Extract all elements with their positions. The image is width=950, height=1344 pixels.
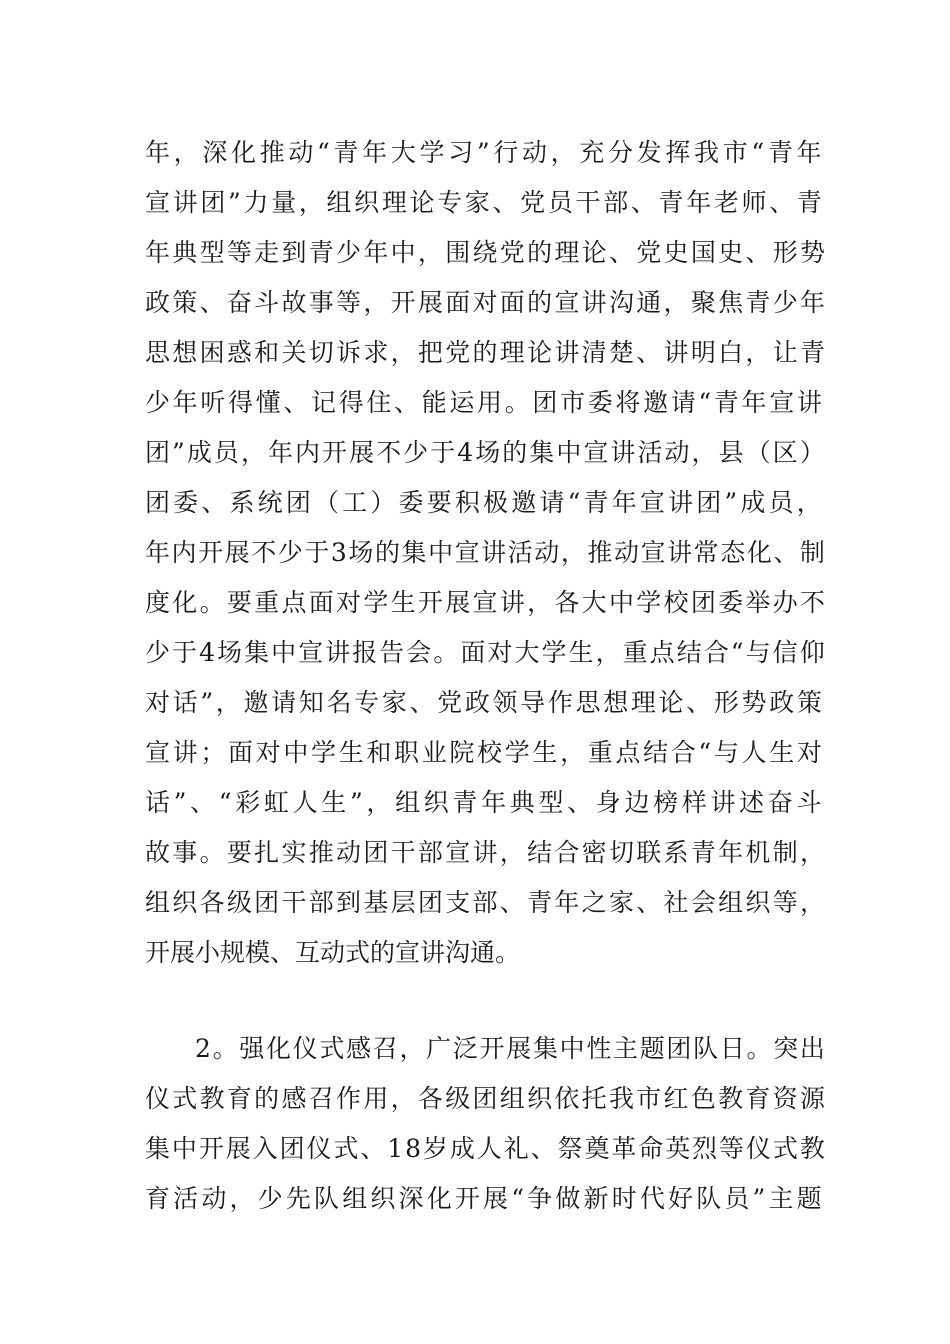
text-line: 对话”，邀请知名专家、党政领导作思想理论、形势政策 — [145, 688, 825, 717]
text-line: 仪式教育的感召作用，各级团组织依托我市红色教育资源 — [145, 1084, 828, 1113]
text-line: 宣讲团”力量，组织理论专家、党员干部、青年老师、青 — [145, 188, 825, 217]
text-line: 少年听得懂、记得住、能运用。团市委将邀请“青年宣讲 — [145, 388, 825, 417]
text-line: 政策、奋斗故事等，开展面对面的宣讲沟通，聚焦青少年 — [145, 288, 828, 317]
text-line: 年，深化推动“青年大学习”行动，充分发挥我市“青年 — [145, 138, 826, 167]
text-line: 少于4场集中宣讲报告会。面对大学生，重点结合“与信仰 — [145, 638, 827, 667]
text-line: 集中开展入团仪式、18岁成人礼、祭奠革命英烈等仪式教 — [145, 1134, 827, 1163]
text-line: 年典型等走到青少年中，围绕党的理论、党史国史、形势 — [145, 238, 828, 267]
text-line: 年内开展不少于3场的集中宣讲活动，推动宣讲常态化、制 — [145, 538, 827, 567]
text-line: 团”成员，年内开展不少于4场的集中宣讲活动，县（区） — [145, 438, 827, 467]
text-line: 宣讲；面对中学生和职业院校学生，重点结合“与人生对 — [145, 738, 825, 767]
text-line: 组织各级团干部到基层团支部、青年之家、社会组织等， — [145, 888, 828, 917]
text-line: 话”、“彩虹人生”，组织青年典型、身边榜样讲述奋斗 — [145, 788, 826, 817]
text-line: 故事。要扎实推动团干部宣讲，结合密切联系青年机制， — [145, 838, 828, 867]
text-line: 思想困惑和关切诉求，把党的理论讲清楚、讲明白，让青 — [145, 338, 828, 367]
text-line: 开展小规模、互动式的宣讲沟通。 — [145, 938, 521, 967]
text-line: 团委、系统团（工）委要积极邀请“青年宣讲团”成员， — [145, 488, 825, 517]
text-line: 度化。要重点面对学生开展宣讲，各大中学校团委举办不 — [145, 588, 828, 617]
text-line: 育活动，少先队组织深化开展“争做新时代好队员”主题 — [145, 1184, 825, 1213]
text-line: 2。强化仪式感召，广泛开展集中性主题团队日。突出 — [195, 1034, 827, 1063]
